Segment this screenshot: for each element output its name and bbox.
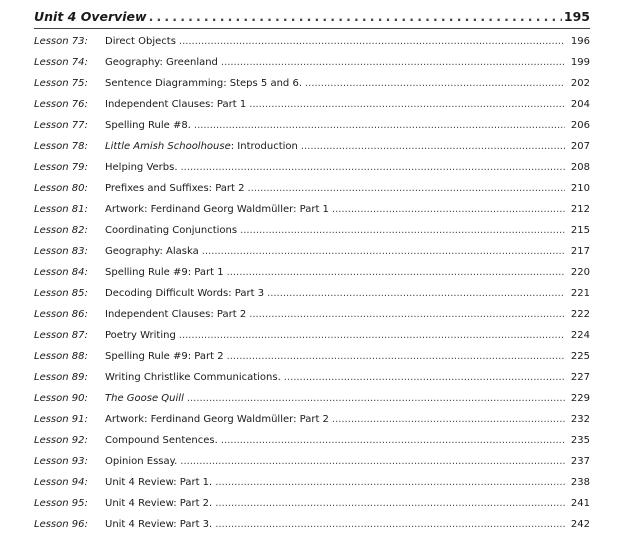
lesson-title-text: Direct Objects: [105, 36, 176, 47]
dot-leader: [179, 36, 565, 47]
lesson-title-text: Sentence Diagramming: Steps 5 and 6.: [105, 78, 302, 89]
lesson-title-text: Unit 4 Review: Part 1.: [105, 477, 213, 488]
lesson-title-text: Geography: Alaska: [105, 246, 199, 257]
dot-leader: [227, 351, 565, 362]
unit-heading-underline: [34, 28, 590, 29]
unit-heading-row[interactable]: [34, 9, 590, 27]
lesson-label: Lesson 81:: [34, 204, 88, 215]
lesson-page-number: 242: [570, 519, 590, 530]
lesson-label: Lesson 74:: [34, 57, 88, 68]
dot-leader: [181, 162, 565, 173]
lesson-page-number: 196: [570, 36, 590, 47]
lesson-row[interactable]: [0, 409, 619, 430]
lesson-row[interactable]: [0, 157, 619, 178]
lesson-row[interactable]: [0, 199, 619, 220]
lesson-row[interactable]: [0, 430, 619, 451]
dot-leader: [240, 225, 565, 236]
lesson-page-number: 207: [570, 141, 590, 152]
dot-leader: [249, 99, 565, 110]
lesson-label: Lesson 83:: [34, 246, 88, 257]
dot-leader: [221, 57, 565, 68]
lesson-row[interactable]: [0, 52, 619, 73]
lesson-label: Lesson 89:: [34, 372, 88, 383]
lesson-label: Lesson 85:: [34, 288, 88, 299]
lesson-title: [103, 351, 224, 362]
lesson-row[interactable]: [0, 73, 619, 94]
lesson-label: Lesson 93:: [34, 456, 88, 467]
lesson-page-number: 204: [570, 99, 590, 110]
lesson-row[interactable]: [0, 346, 619, 367]
lesson-title: [103, 498, 212, 509]
lesson-page-number: 229: [570, 393, 590, 404]
dot-leader: [180, 456, 565, 467]
lesson-label: Lesson 73:: [34, 36, 88, 47]
lesson-title: [103, 435, 218, 446]
lesson-label: Lesson 88:: [34, 351, 88, 362]
lesson-title: [103, 309, 246, 320]
lesson-label: Lesson 96:: [34, 519, 88, 530]
lesson-title: [103, 141, 298, 152]
dot-leader: [194, 120, 565, 131]
lesson-row[interactable]: [0, 388, 619, 409]
lesson-title-text: Spelling Rule #9: Part 1: [105, 267, 224, 278]
lesson-label: Lesson 86:: [34, 309, 88, 320]
lesson-row[interactable]: [0, 241, 619, 262]
dot-leader: [301, 141, 565, 152]
dot-leader: [215, 498, 565, 509]
lesson-page-number: 206: [570, 120, 590, 131]
lesson-title-text: Spelling Rule #9: Part 2: [105, 351, 224, 362]
lesson-title-text: Independent Clauses: Part 2: [105, 309, 247, 320]
lesson-title: [103, 393, 184, 404]
lesson-page-number: 232: [570, 414, 590, 425]
lesson-row[interactable]: [0, 304, 619, 325]
lesson-title: [103, 477, 212, 488]
lesson-page-number: 199: [570, 57, 590, 68]
lesson-page-number: 222: [570, 309, 590, 320]
lesson-list: [0, 31, 619, 535]
lesson-title-text: Artwork: Ferdinand Georg Waldmüller: Part 1: [105, 204, 329, 215]
lesson-label: Lesson 87:: [34, 330, 88, 341]
lesson-title-text: Coordinating Conjunctions: [105, 225, 238, 236]
lesson-title: [103, 78, 302, 89]
dot-leader: [332, 414, 565, 425]
lesson-row[interactable]: [0, 283, 619, 304]
lesson-row[interactable]: [0, 178, 619, 199]
lesson-title-text: Compound Sentences.: [105, 435, 218, 446]
unit-title: Unit 4 Overview: [34, 9, 147, 24]
lesson-label: Lesson 78:: [34, 141, 88, 152]
lesson-label: Lesson 95:: [34, 498, 88, 509]
lesson-title: [103, 372, 281, 383]
lesson-row[interactable]: [0, 472, 619, 493]
dot-leader: [227, 267, 565, 278]
lesson-page-number: 225: [570, 351, 590, 362]
lesson-label: Lesson 90:: [34, 393, 88, 404]
lesson-label: Lesson 75:: [34, 78, 88, 89]
dot-leader: [248, 183, 566, 194]
dot-leader: [149, 9, 562, 24]
lesson-title-text: Unit 4 Review: Part 3.: [105, 519, 213, 530]
lesson-title-text: Independent Clauses: Part 1: [105, 99, 247, 110]
lesson-title-text: Little Amish Schoolhouse: [105, 141, 231, 152]
lesson-page-number: 202: [570, 78, 590, 89]
unit-page-number: 195: [563, 9, 590, 24]
lesson-title-text: Geography: Greenland: [105, 57, 218, 68]
lesson-row[interactable]: [0, 136, 619, 157]
lesson-title: [103, 519, 212, 530]
lesson-row[interactable]: [0, 325, 619, 346]
lesson-title-text: Prefixes and Suffixes: Part 2: [105, 183, 245, 194]
lesson-label: Lesson 82:: [34, 225, 88, 236]
lesson-page-number: 220: [570, 267, 590, 278]
lesson-page-number: 237: [570, 456, 590, 467]
lesson-title-suffix: : Introduction: [230, 141, 298, 152]
lesson-row[interactable]: [0, 451, 619, 472]
lesson-title: [103, 225, 237, 236]
dot-leader: [215, 519, 565, 530]
lesson-title: [103, 162, 178, 173]
lesson-label: Lesson 91:: [34, 414, 88, 425]
dot-leader: [221, 435, 565, 446]
lesson-title-text: Writing Christlike Communications.: [105, 372, 281, 383]
lesson-title: [103, 204, 329, 215]
lesson-row[interactable]: [0, 514, 619, 535]
lesson-row[interactable]: [0, 220, 619, 241]
dot-leader: [215, 477, 565, 488]
lesson-title: [103, 456, 177, 467]
lesson-title: [103, 120, 191, 131]
lesson-title: [103, 267, 224, 278]
dot-leader: [179, 330, 565, 341]
lesson-page-number: 208: [570, 162, 590, 173]
lesson-row[interactable]: [0, 262, 619, 283]
dot-leader: [332, 204, 565, 215]
lesson-title-text: The Goose Quill: [105, 393, 184, 404]
lesson-title: [103, 330, 176, 341]
lesson-row[interactable]: [0, 31, 619, 52]
lesson-row[interactable]: [0, 115, 619, 136]
dot-leader: [267, 288, 565, 299]
lesson-title-text: Unit 4 Review: Part 2.: [105, 498, 213, 509]
dot-leader: [284, 372, 565, 383]
lesson-title-text: Opinion Essay.: [105, 456, 178, 467]
lesson-page-number: 235: [570, 435, 590, 446]
lesson-title: [103, 99, 246, 110]
lesson-page-number: 221: [570, 288, 590, 299]
lesson-page-number: 212: [570, 204, 590, 215]
lesson-title-text: Helping Verbs.: [105, 162, 178, 173]
lesson-page-number: 224: [570, 330, 590, 341]
lesson-label: Lesson 92:: [34, 435, 88, 446]
lesson-title: [103, 246, 199, 257]
lesson-title: [103, 414, 329, 425]
lesson-label: Lesson 77:: [34, 120, 88, 131]
lesson-row[interactable]: [0, 367, 619, 388]
lesson-row[interactable]: [0, 493, 619, 514]
lesson-page-number: 227: [570, 372, 590, 383]
lesson-page-number: 238: [570, 477, 590, 488]
lesson-page-number: 210: [570, 183, 590, 194]
dot-leader: [249, 309, 565, 320]
lesson-label: Lesson 80:: [34, 183, 88, 194]
lesson-title: [103, 288, 264, 299]
lesson-page-number: 241: [570, 498, 590, 509]
lesson-page-number: 217: [570, 246, 590, 257]
dot-leader: [202, 246, 565, 257]
lesson-label: Lesson 76:: [34, 99, 88, 110]
lesson-label: Lesson 94:: [34, 477, 88, 488]
lesson-title-text: Artwork: Ferdinand Georg Waldmüller: Part 2: [105, 414, 329, 425]
lesson-title: [103, 57, 218, 68]
lesson-title-text: Decoding Difficult Words: Part 3: [105, 288, 265, 299]
lesson-title: [103, 183, 245, 194]
lesson-title-text: Poetry Writing: [105, 330, 176, 341]
dot-leader: [187, 393, 565, 404]
lesson-title-text: Spelling Rule #8.: [105, 120, 191, 131]
dot-leader: [305, 78, 565, 89]
lesson-title: [103, 36, 176, 47]
lesson-label: Lesson 84:: [34, 267, 88, 278]
lesson-row[interactable]: [0, 94, 619, 115]
lesson-label: Lesson 79:: [34, 162, 88, 173]
lesson-page-number: 215: [570, 225, 590, 236]
